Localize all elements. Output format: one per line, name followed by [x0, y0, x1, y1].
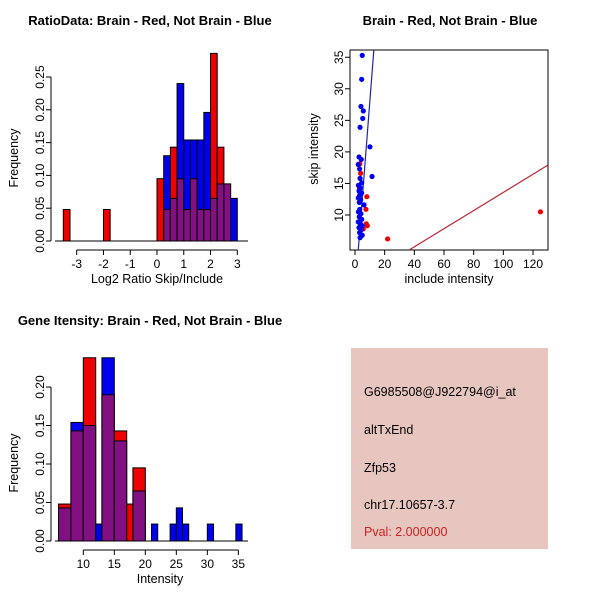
- x-tick-label: 10: [76, 557, 90, 571]
- event-type-text: altTxEnd: [364, 423, 414, 437]
- hist-bar: [127, 504, 133, 541]
- x-tick-label: 100: [493, 257, 514, 271]
- hist-bar-overlap: [83, 426, 95, 541]
- scatter-point-blue: [356, 162, 361, 167]
- x-tick-label: 30: [200, 557, 215, 571]
- scatter-point-red: [358, 171, 363, 176]
- y-tick-label: 0.20: [33, 98, 47, 122]
- hist-bar: [96, 524, 102, 541]
- ratio-hist-ylabel: Frequency: [7, 128, 21, 188]
- y-tick-label: 0.05: [33, 490, 47, 515]
- hist-bar: [183, 524, 189, 541]
- x-tick-label: 60: [437, 257, 451, 271]
- hist-bar-overlap: [204, 210, 211, 241]
- x-tick-label: 20: [138, 557, 152, 571]
- scatter-point-blue: [360, 116, 365, 121]
- hist-bar-overlap: [133, 491, 145, 541]
- y-tick-label: 15: [332, 176, 346, 191]
- scatter-point-blue: [357, 125, 362, 130]
- fit-line-red: [409, 165, 548, 250]
- y-tick-label: 25: [332, 113, 346, 128]
- hist-bar: [152, 524, 158, 541]
- scatter-ylabel: skip intensity: [307, 113, 321, 185]
- x-tick-label: 25: [169, 557, 183, 571]
- scatter-title: Brain - Red, Not Brain - Blue: [362, 13, 538, 28]
- scatter-point-blue: [358, 104, 363, 109]
- scatter-point-blue: [367, 144, 372, 149]
- gene-hist-title: Gene Itensity: Brain - Red, Not Brain - Blue: [17, 313, 283, 328]
- y-tick-label: 0.10: [33, 163, 47, 188]
- pval-text: Pval: 2.000000: [364, 525, 448, 539]
- probe-id-text: G6985508@J922794@i_at: [364, 385, 516, 399]
- x-tick-label: -1: [124, 257, 136, 271]
- x-tick-label: 3: [233, 257, 241, 271]
- x-tick-label: 120: [523, 257, 544, 271]
- scatter-point-red: [538, 209, 543, 214]
- hist-bar: [236, 524, 242, 541]
- plot-box: [350, 50, 548, 250]
- scatter-point-blue: [361, 108, 366, 113]
- ratio-hist-canvas: [0, 0, 300, 300]
- y-tick-label: 20: [332, 145, 346, 159]
- y-tick-label: 0.10: [33, 452, 47, 476]
- x-tick-label: -2: [98, 257, 109, 271]
- panel-gene-intensity-histogram: [0, 300, 300, 600]
- scatter-point-blue: [357, 200, 362, 205]
- x-tick-label: 40: [407, 257, 422, 271]
- scatter-xlabel: include intensity: [404, 272, 494, 286]
- hist-bar-overlap: [71, 431, 83, 541]
- x-tick-label: 20: [377, 257, 392, 271]
- y-tick-label: 30: [332, 82, 346, 96]
- hist-bar: [157, 179, 164, 241]
- hist-bar-overlap: [102, 395, 114, 541]
- y-tick-label: 0.25: [33, 65, 47, 89]
- x-tick-label: 0: [351, 257, 359, 271]
- hist-bar-overlap: [190, 179, 197, 241]
- hist-bar-overlap: [59, 508, 71, 541]
- hist-bar-overlap: [177, 179, 184, 241]
- hist-bar-overlap: [184, 210, 191, 241]
- x-tick-label: 0: [153, 257, 161, 271]
- hist-bar-overlap: [224, 184, 231, 241]
- scatter-point-blue: [357, 176, 362, 181]
- hist-bar: [170, 524, 176, 541]
- y-tick-label: 0.15: [33, 413, 48, 438]
- gene-name-text: Zfp53: [364, 461, 396, 475]
- panel-intensity-scatter: [300, 0, 600, 300]
- scatter-point-blue: [369, 174, 374, 179]
- locus-text: chr17.10657-3.7: [364, 498, 456, 512]
- gene-hist-xlabel: Intensity: [136, 572, 184, 586]
- gene-hist-ylabel: Frequency: [7, 433, 21, 493]
- scatter-point-blue: [360, 53, 365, 58]
- x-tick-label: -3: [71, 257, 83, 271]
- x-tick-label: 15: [107, 557, 121, 571]
- scatter-point-blue: [357, 166, 362, 171]
- y-tick-label: 10: [332, 208, 346, 222]
- panel-gene-info: [300, 300, 600, 600]
- x-tick-label: 80: [466, 257, 481, 271]
- y-tick-label: 35: [332, 50, 346, 64]
- hist-bar: [103, 210, 110, 241]
- hist-bar: [231, 198, 238, 241]
- scatter-point-blue: [359, 77, 364, 82]
- hist-bar-overlap: [164, 210, 171, 241]
- ratio-hist-title: RatioData: Brain - Red, Not Brain - Blue: [28, 13, 272, 28]
- scatter-point-blue: [357, 235, 362, 240]
- hist-bar-overlap: [170, 198, 177, 241]
- y-tick-label: 0.15: [33, 130, 47, 155]
- scatter-point-blue: [359, 157, 364, 162]
- hist-bar: [63, 210, 70, 241]
- gene-hist-canvas: [0, 300, 300, 600]
- hist-bar-overlap: [217, 184, 224, 241]
- y-tick-label: 0.00: [33, 229, 47, 253]
- y-tick-label: 0.05: [33, 196, 47, 220]
- x-tick-label: 1: [180, 257, 188, 271]
- y-tick-label: 0.00: [33, 529, 47, 553]
- panel-ratio-histogram: [0, 0, 300, 300]
- scatter-point-blue: [361, 202, 366, 207]
- x-tick-label: 2: [207, 257, 214, 271]
- scatter-point-red: [385, 236, 390, 241]
- gene-info-box: [351, 348, 548, 549]
- y-tick-label: 0.20: [33, 375, 47, 399]
- hist-bar: [207, 524, 213, 541]
- scatter-canvas: [300, 0, 600, 300]
- scatter-point-red: [364, 194, 369, 199]
- hist-bar-overlap: [114, 441, 126, 541]
- hist-bar-overlap: [211, 198, 218, 241]
- hist-bar-overlap: [197, 210, 204, 241]
- ratio-hist-xlabel: Log2 Ratio Skip/Include: [90, 272, 224, 286]
- hist-bar: [176, 508, 182, 541]
- x-tick-label: 35: [231, 557, 246, 571]
